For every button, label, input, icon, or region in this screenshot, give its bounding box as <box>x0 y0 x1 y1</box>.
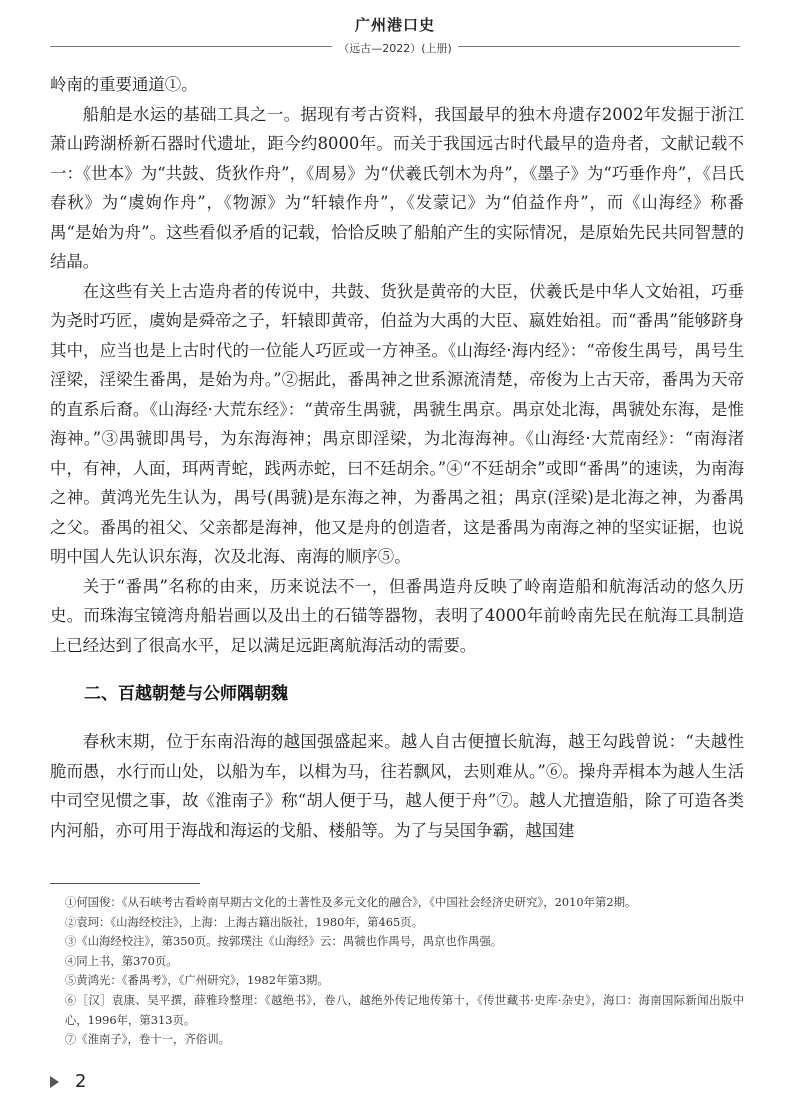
main-text <box>50 70 744 845</box>
footnote: ②袁珂：《山海经校注》，上海：上海古籍出版社，1980年，第465页。 <box>64 914 424 929</box>
paragraph: 春秋末期，位于东南沿海的越国强盛起来。越人自古便擅长航海，越王勾践曾说：“夫越性脆而愚，水行而山处，以船为车，以楫为马，往若飘风，去则难从。”⑥。操舟弄楫本为越人生活中司空见惯之事，故《淮南子》称“胡人便于马，越人便于舟”⑦。越人尤擅造船，除了可造各类内河船，亦可用于海战和海运的戈船、楼船等。为了与吴国争霸，越国建 <box>50 732 744 840</box>
paragraph: 关于“番禺”名称的由来，历来说法不一，但番禺造舟反映了岭南造船和航海活动的悠久历史。而珠海宝镜湾舟船岩画以及出土的石锚等器物，表明了4000年前岭南先民在航海工具制造上已经达到了很高水平，足以满足远距离航海活动的需要。 <box>50 576 744 655</box>
book-subtitle <box>0 40 790 56</box>
section-heading: 二、百越朝楚与公师隅朝魏 <box>84 684 288 704</box>
footnote: ⑥［汉］袁康、吴平撰，薛雅玲整理：《越绝书》，卷八，越绝外传记地传第十，《传世藏书·史库·杂史》，海口：海南国际新闻出版中心，1996年，第313页。 <box>64 992 744 1027</box>
paragraph: 在这些有关上古造舟者的传说中，共鼓、货狄是黄帝的大臣，伏羲氏是中华人文始祖，巧垂为尧时巧匠，虞姁是舜帝之子，轩辕即黄帝，伯益为大禹的大臣、嬴姓始祖。而“番禺”能够跻身其中，应当也是上古时代的一位能人巧匠或一方神圣。《山海经·海内经》：“帝俊生禺号，禺号生淫梁，淫梁生番禺，是始为舟。”②据此，番禺神之世系源流清楚，帝俊为上古天帝，番禺为天帝的直系后裔。《山海经·大荒东经》：“黄帝生禺虢，禺虢生禺京。禺京处北海，禺虢处东海，是惟海神。”③禺虢即禺号，为东海海神；禺京即淫梁，为北海海神。《山海经·大荒南经》：“南海渚中，有神，人面，珥两青蛇，践两赤蛇，曰不廷胡余。”④“不廷胡余”或即“番禺”的速读，为南海之神。黄鸿光先生认为，禺号(禺虢)是东海之神，为番禺之祖；禺京(淫梁)是北海之神，为番禺之父。番禺的祖父、父亲都是海神，他又是舟的创造者，这是番禺为南海之神的坚实证据，也说明中国人先认识东海，次及北海、南海的顺序⑤。 <box>50 281 744 566</box>
footnote: ③《山海经校注》，第350页。按郭璞注《山海经》云：禺虢也作禺号，禺京也作禺强。 <box>64 934 503 949</box>
page-number: 2 <box>75 1071 87 1092</box>
footnote: ①何国俊：《从石峡考古看岭南早期古文化的土著性及多元文化的融合》，《中国社会经济史研究》，2010年第2期。 <box>64 895 637 909</box>
running-header <box>0 0 790 78</box>
footnote: ④同上书，第370页。 <box>64 953 178 968</box>
book-title: 广州港口史 <box>354 16 435 34</box>
page-footer <box>50 1071 86 1095</box>
footnote: ⑤黄鸿光：《番禺考》，《广州研究》，1982年第3期。 <box>64 973 329 988</box>
footnote-divider <box>50 883 200 884</box>
paragraph: 船舶是水运的基础工具之一。据现有考古资料，我国最早的独木舟遗存2002年发掘于浙江萧山跨湖桥新石器时代遗址，距今约8000年。而关于我国远古时代最早的造舟者，文献记载不一：《世本》为“共鼓、货狄作舟”，《周易》为“伏羲氏刳木为舟”，《墨子》为“巧垂作舟”，《吕氏春秋》为“虞姁作舟”，《物源》为“轩辕作舟”，《发蒙记》为“伯益作舟”，而《山海经》称番禺“是始为舟”。这些看似矛盾的记载，恰恰反映了船舶产生的实际情况，是原始先民共同智慧的结晶。 <box>50 104 744 271</box>
page-arrow-icon <box>50 1076 59 1088</box>
footnotes <box>50 893 744 1050</box>
footnote: ⑦《淮南子》，卷十一，齐俗训。 <box>64 1032 230 1047</box>
paragraph: 岭南的重要通道①。 <box>50 75 198 94</box>
book-subtitle-text: （远古—2022）(上册) <box>332 42 458 55</box>
